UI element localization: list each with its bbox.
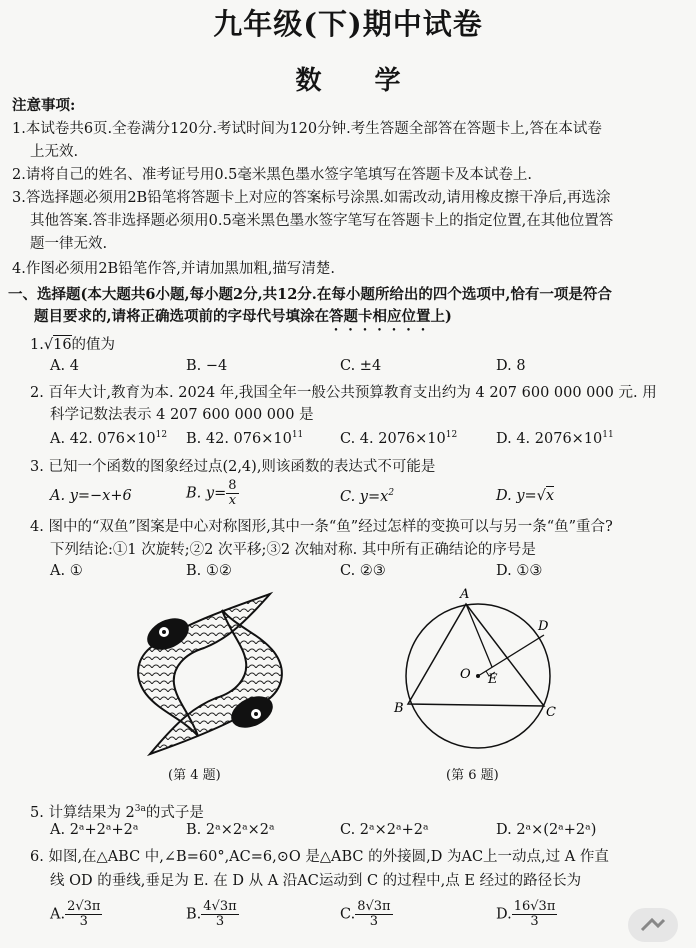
exam-title: 九年级(下)期中试卷 [213, 7, 483, 41]
note-line: 1.本试卷共6页.全卷满分120分.考试时间为120分钟.考生答题全部答在答题卡上,答在本试卷 [12, 121, 602, 137]
question-6-line1: 6. 如图,在△ABC 中,∠B=60°,AC=6,⊙O 是△ABC 的外接圆,D 为AC上一动点,过 A 作直 [30, 849, 609, 865]
sqrt-sign: √ [43, 337, 54, 353]
question-2-line1: 2. 百年大计,教育为本. 2024 年,我国全年一般公共预算教育支出约为 4 207 600 000 000 元. 用 [30, 385, 657, 401]
section-heading-line2 [34, 306, 452, 334]
q2-option-a: A. 42. $076\times 10^{12}$ [50, 430, 168, 447]
section-heading-post: 上) [430, 308, 452, 325]
q1-option-a: A. 4 [50, 358, 79, 374]
subject-title: 数 学 [295, 66, 423, 96]
note-line: 2.请将自己的姓名、准考证号用0.5毫米黑色墨水签字笔填写在答题卡及本试卷上. [12, 167, 533, 183]
note-line: 4.作图必须用2B铅笔作答,并请加黑加粗,描写清楚. [12, 261, 336, 277]
q1-option-b: B. −4 [186, 358, 228, 374]
question-1 [30, 334, 115, 356]
triangle-abc [408, 604, 544, 706]
note-line: 其他答案.答非选择题必须用0.5毫米黑色墨水签字笔写在答题卡上的指定位置,在其他位置答 [30, 213, 614, 229]
label-e: E [488, 672, 498, 687]
sqrt-sign: √ [536, 488, 546, 504]
q3-option-c: C. $y=x^2$ [340, 488, 395, 505]
q4-option-b: B. ①② [186, 563, 232, 579]
question-4-line2: 下列结论:①1 次旋转;②2 次平移;③2 次轴对称. 其中所有正确结论的序号是 [50, 542, 536, 558]
label-d: D [538, 619, 549, 634]
q5-option-b: B. 2ᵃ×2ᵃ×2ᵃ [186, 822, 275, 838]
double-fish-figure [120, 588, 310, 758]
figure-6-caption: (第 6 题) [446, 768, 499, 783]
q6-option-d: D. $\frac{16√3\pi}{3}$ [496, 899, 556, 929]
q5-option-d: D. 2ᵃ×(2ᵃ+2ᵃ) [496, 822, 597, 838]
q4-option-d: D. ①③ [496, 563, 543, 579]
q5-option-a: A. 2ᵃ+2ᵃ+2ᵃ [50, 822, 139, 838]
notes-heading: 注意事项: [12, 97, 76, 114]
corner-app-icon [628, 908, 678, 942]
q2-option-d: D. 4. $2076\times 10^{11}$ [496, 430, 614, 447]
q4-option-a: A. ① [50, 563, 83, 579]
q6-option-b: B. $\frac{4√3\pi}{3}$ [186, 899, 237, 929]
question-3: 3. 已知一个函数的图象经过点(2,4),则该函数的表达式不可能是 [30, 459, 436, 475]
question-5: 5. 计算结果为 $2^{3a}$的式子是 [30, 804, 204, 821]
note-line: 3.答选择题必须用2B铅笔将答题卡上对应的答案标号涂黑.如需改动,请用橡皮擦干净后,再选涂 [12, 190, 611, 206]
note-line: 上无效. [30, 144, 79, 160]
q1-option-c: C. ±4 [340, 358, 382, 374]
question-2-line2: 科学记数法表示 4 207 600 000 000 是 [50, 407, 314, 423]
q3-option-d: D. y=√x [496, 488, 555, 504]
question-6-line2: 线 OD 的垂线,垂足为 E. 在 D 从 A 沿AC运动到 C 的过程中,点 E 经过的路径长为 [50, 873, 582, 889]
q4-option-c: C. ②③ [340, 563, 386, 579]
q6-option-c: C. $\frac{8√3\pi}{3}$ [340, 899, 391, 929]
q3-option-b: B. y= $\frac{8}{x}$ [186, 478, 237, 508]
section-heading-pre: 题目要求的,请将正确选项前的字母代号填涂在 [34, 308, 330, 325]
q6-option-a: A. $\frac{2√3\pi}{3}$ [50, 899, 101, 929]
q5-option-c: C. 2ᵃ×2ᵃ+2ᵃ [340, 822, 429, 838]
label-c: C [546, 705, 556, 720]
circle-triangle-figure [388, 582, 568, 762]
figure-4-caption: (第 4 题) [168, 768, 221, 783]
question-text: 的值为 [71, 337, 116, 353]
question-4-line1: 4. 图中的“双鱼”图案是中心对称图形,其中一条“鱼”经过怎样的变换可以与另一条“鱼”重合? [30, 519, 613, 535]
note-line: 题一律无效. [30, 236, 108, 252]
q2-option-c: C. 4. $2076\times 10^{12}$ [340, 430, 458, 447]
label-a: A [460, 587, 470, 602]
label-b: B [394, 701, 404, 716]
line-ae [466, 604, 492, 667]
radicand: 16 [53, 337, 72, 353]
section-heading-emphasis: 答题卡相应位置 [329, 308, 431, 325]
question-number: 1. [30, 337, 44, 353]
q2-option-b: B. 42. $076\times 10^{11}$ [186, 430, 304, 447]
section-heading: 一、选择题(本大题共6小题,每小题2分,共12分.在每小题所给出的四个选项中,恰有一项是符合 [8, 286, 612, 303]
label-o: O [460, 667, 471, 682]
q1-option-d: D. 8 [496, 358, 526, 374]
q3-option-a: A. y=−x+6 [50, 488, 132, 504]
